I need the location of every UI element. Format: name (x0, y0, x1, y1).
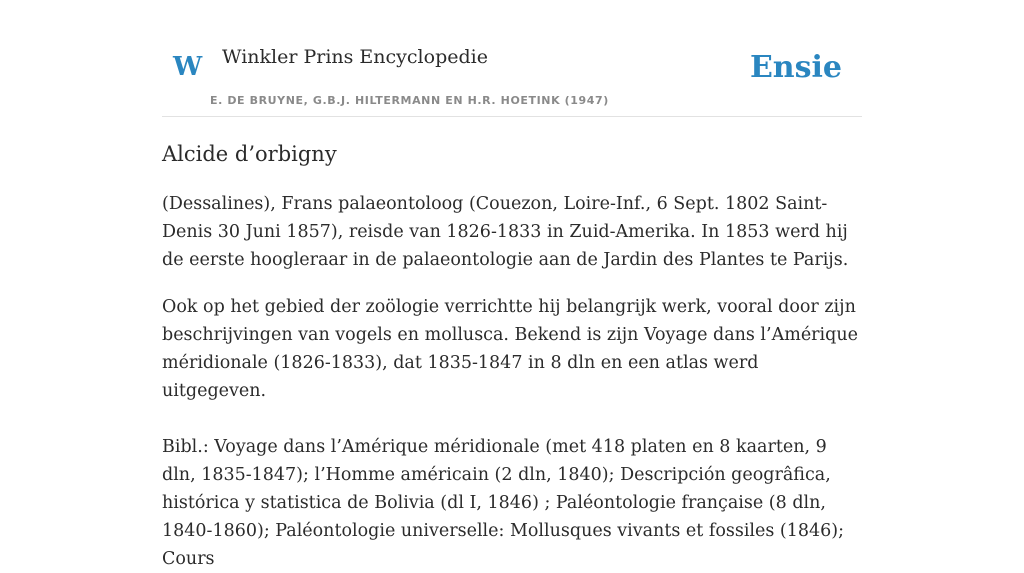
ensie-brand-link[interactable]: Ensie (749, 50, 842, 85)
article-bibliography: Bibl.: Voyage dans l’Amérique méridionale (met 418 platen en 8 kaarten, 9 dln, 1835-1847); l’Homme américain (2 dln, 1840); Descripción geogrâfica, histórica y statistica de Bolivia (dl I, 1846) ; Paléontologie française (8 dln, 1840-1860); Paléontologie universelle: Mollusques vivants et fossiles (1846); Cours (162, 437, 844, 569)
article-paragraph-2: Ook op het gebied der zoölogie verrichtte hij belangrijk werk, vooral door zijn beschrijvingen van vogels en mollusca. Bekend is zijn Voyage dans l’Amérique méridionale (1826-1833), dat 1835-1847 in 8 dln en een atlas werd uitgegeven. (162, 297, 858, 401)
article-paragraph-1: (Dessalines), Frans palaeontoloog (Couezon, Loire-Inf., 6 Sept. 1802 Saint-Denis 30 Juni 1857), reisde van 1826-1833 in Zuid-Amerika. In 1853 werd hij de eerste hoogleraar in de palaeontologie aan de Jardin des Plantes te Parijs. (162, 194, 849, 270)
site-subtitle: E. DE BRUYNE, G.B.J. HILTERMANN EN H.R. HOETINK (1947) (210, 94, 609, 107)
site-title[interactable]: Winkler Prins Encyclopedie (222, 46, 488, 68)
site-header (162, 0, 862, 117)
winkler-prins-logo[interactable]: W (173, 52, 203, 82)
article-title: Alcide d’orbigny (162, 142, 337, 166)
article-body (162, 138, 862, 573)
